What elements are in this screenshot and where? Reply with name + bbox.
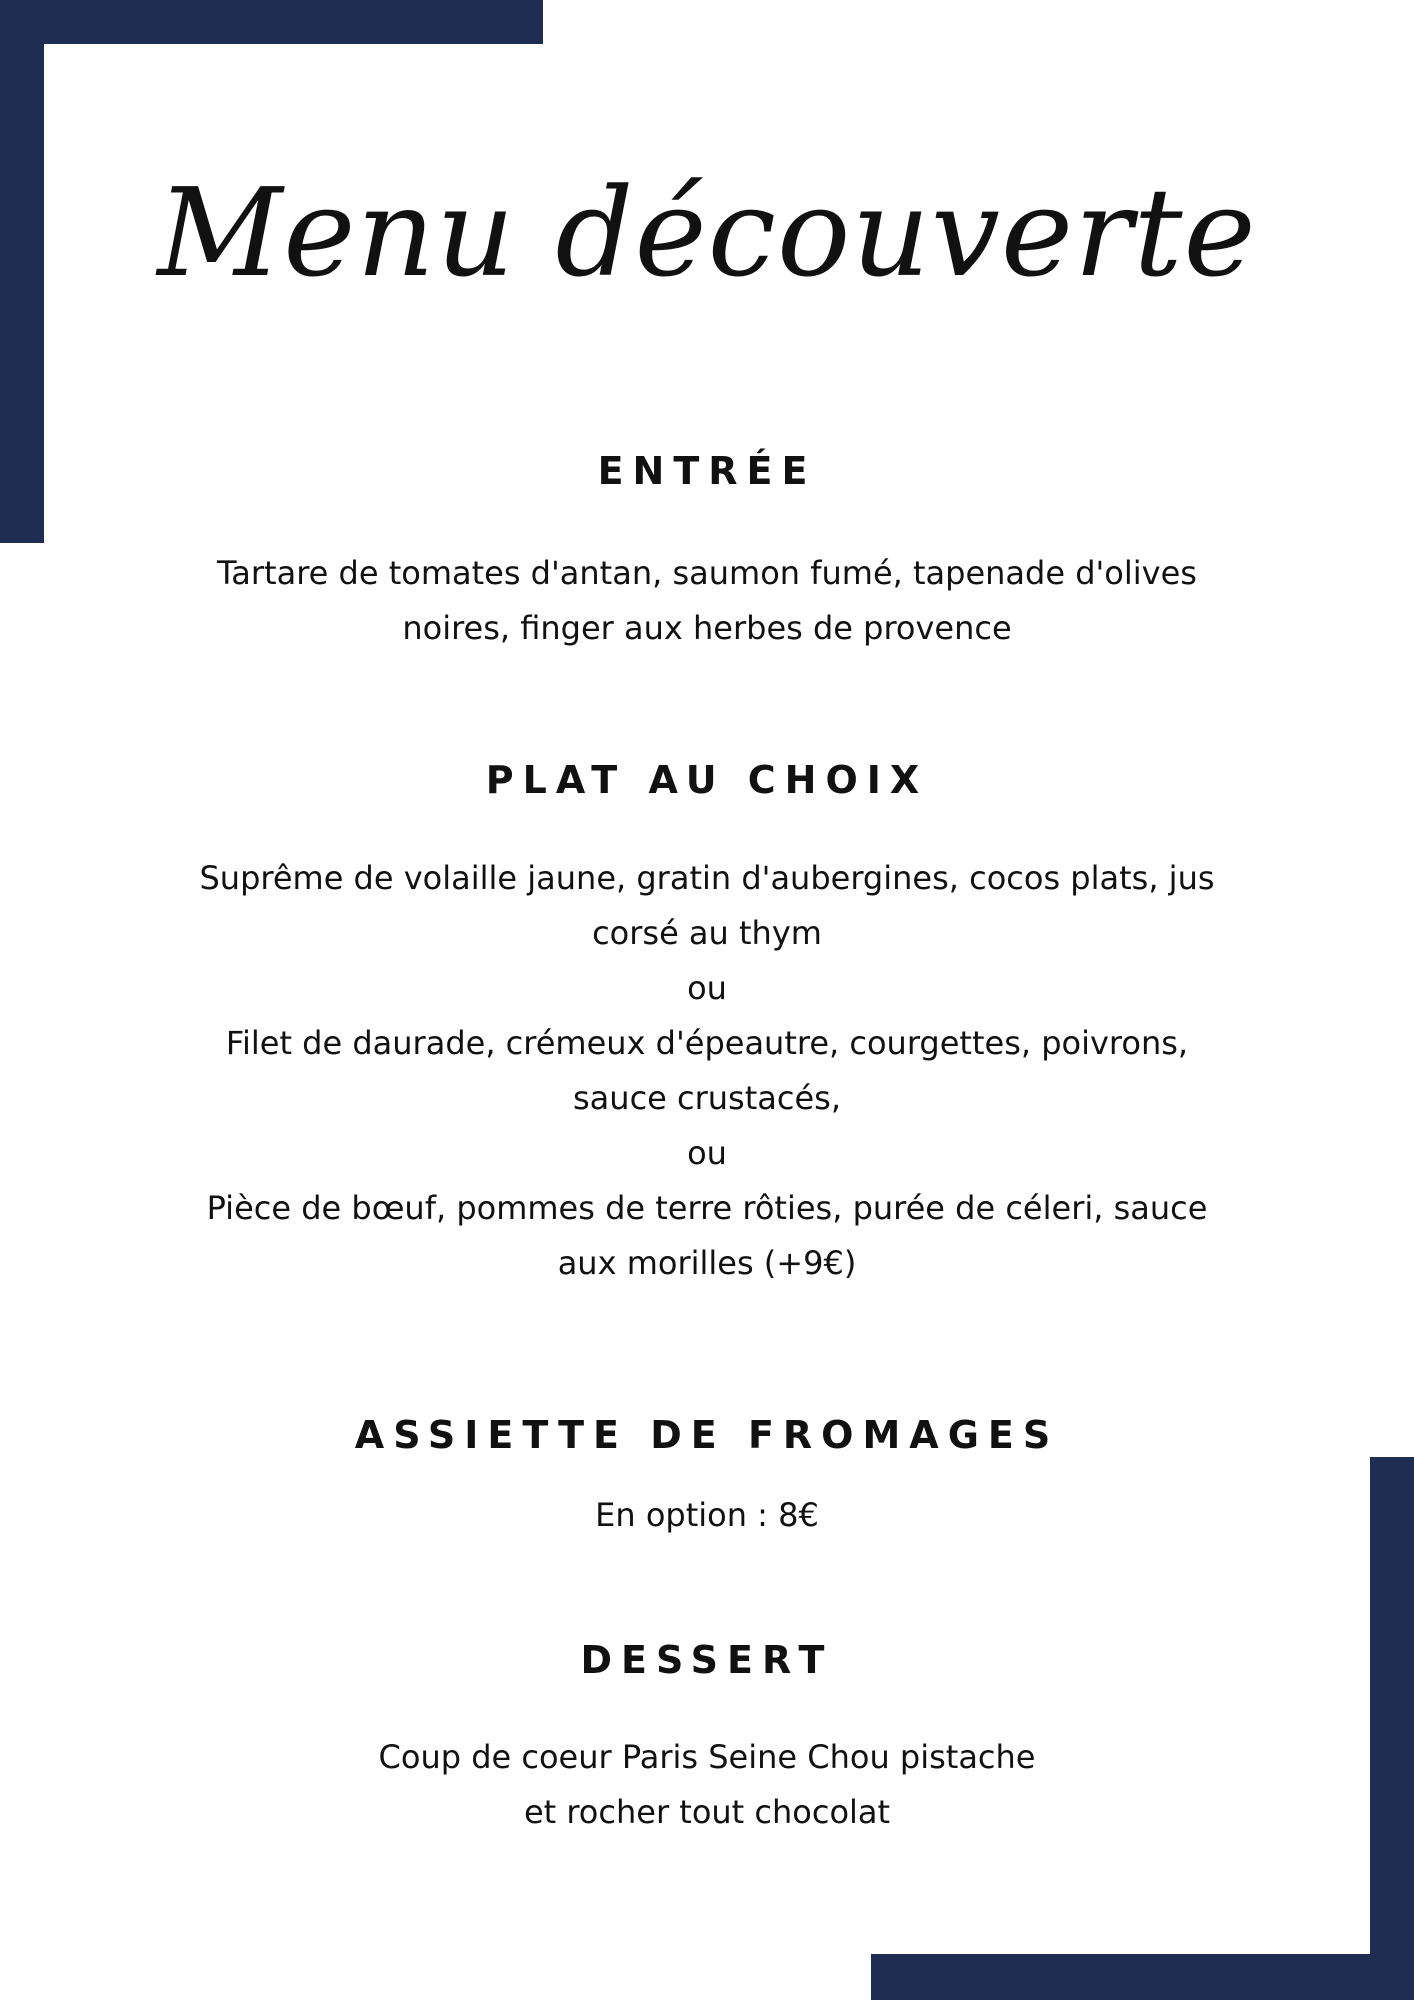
fromages-line: En option : 8€ xyxy=(595,1496,819,1534)
corner-bracket-bottom-right-vertical xyxy=(1370,1457,1414,2000)
plat-line: Pièce de bœuf, pommes de terre rôties, purée de céleri, sauce xyxy=(206,1189,1208,1227)
plat-description xyxy=(100,851,1314,1291)
plat-separator: ou xyxy=(687,969,727,1007)
entree-description xyxy=(100,546,1314,656)
plat-line: Suprême de volaille jaune, gratin d'aubergines, cocos plats, jus xyxy=(199,859,1215,897)
entree-heading: ENTRÉE xyxy=(597,449,817,493)
plat-line: Filet de daurade, crémeux d'épeautre, courgettes, poivrons, xyxy=(225,1024,1189,1062)
entree-line: Tartare de tomates d'antan, saumon fumé, tapenade d'olives xyxy=(217,554,1197,592)
menu-title: Menu découverte xyxy=(157,162,1257,304)
plat-line: aux morilles (+9€) xyxy=(557,1244,857,1282)
dessert-description xyxy=(100,1730,1314,1840)
dessert-line: et rocher tout chocolat xyxy=(523,1793,891,1831)
plat-line: corsé au thym xyxy=(592,914,822,952)
dessert-line: Coup de coeur Paris Seine Chou pistache xyxy=(378,1738,1036,1776)
corner-bracket-bottom-right-horizontal xyxy=(871,1954,1414,2000)
dessert-heading: DESSERT xyxy=(580,1638,834,1682)
plat-line: sauce crustacés, xyxy=(573,1079,841,1117)
plat-heading: PLAT AU CHOIX xyxy=(485,758,929,802)
plat-separator: ou xyxy=(687,1134,727,1172)
entree-line: noires, finger aux herbes de provence xyxy=(402,609,1012,647)
fromages-heading: ASSIETTE DE FROMAGES xyxy=(354,1413,1060,1457)
fromages-description xyxy=(100,1488,1314,1543)
corner-bracket-top-left-horizontal xyxy=(0,0,543,44)
